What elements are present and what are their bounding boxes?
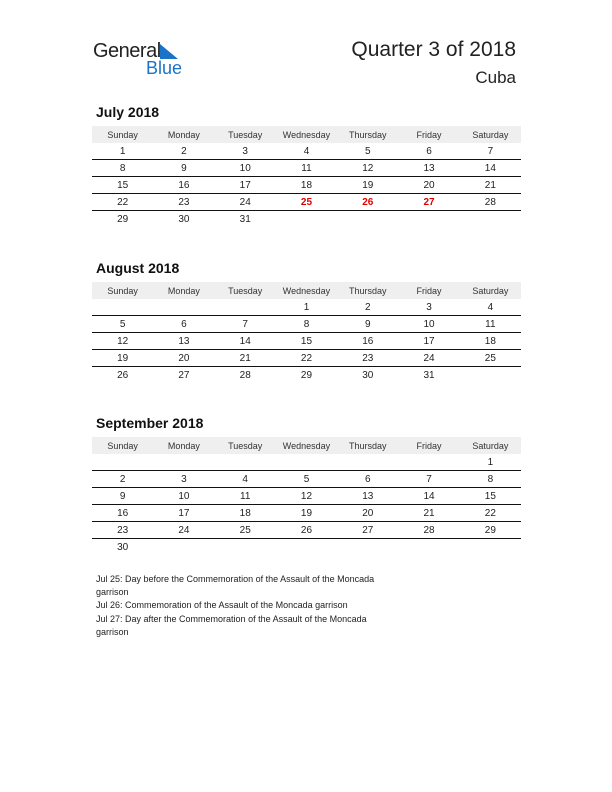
week-row (92, 471, 521, 488)
note: Jul 25: Day before the Commemoration of the Assault of the Moncada garrison (96, 574, 375, 598)
day-cell: 27 (337, 522, 398, 539)
month-title: August 2018 (96, 260, 180, 276)
weekday-header: Monday (153, 126, 214, 143)
weekday-header: Thursday (337, 282, 398, 299)
day-cell: 6 (398, 143, 459, 160)
day-cell: 17 (215, 177, 276, 194)
weekday-header: Monday (153, 282, 214, 299)
day-cell: 11 (276, 160, 337, 177)
day-cell: 5 (92, 316, 153, 333)
week-row (92, 211, 521, 228)
day-cell (215, 539, 276, 556)
calendar-table (92, 282, 521, 383)
day-cell: 3 (398, 299, 459, 316)
day-cell: 18 (460, 333, 521, 350)
day-cell: 27 (398, 194, 459, 211)
day-cell: 8 (460, 471, 521, 488)
weekday-header-row (92, 126, 521, 143)
week-row (92, 160, 521, 177)
week-row (92, 488, 521, 505)
day-cell: 8 (276, 316, 337, 333)
weekday-header: Sunday (92, 282, 153, 299)
day-cell: 18 (215, 505, 276, 522)
holiday-notes (96, 573, 396, 639)
day-cell: 27 (178, 369, 190, 381)
day-cell (92, 454, 153, 471)
weekday-header: Wednesday (276, 126, 337, 143)
day-cell: 2 (337, 299, 398, 316)
month-title: September 2018 (96, 415, 204, 431)
day-cell (215, 454, 276, 471)
day-cell: 17 (153, 505, 214, 522)
week-row (92, 505, 521, 522)
day-cell: 17 (398, 333, 459, 350)
day-cell: 13 (337, 488, 398, 505)
day-cell: 24 (398, 350, 459, 367)
weekday-header: Sunday (92, 437, 153, 454)
country-name: Cuba (475, 68, 516, 87)
day-cell: 25 (460, 350, 521, 367)
weekday-header: Friday (398, 126, 459, 143)
day-cell: 15 (92, 177, 153, 194)
day-cell: 7 (215, 316, 276, 333)
day-cell: 29 (117, 213, 129, 225)
week-row (92, 454, 521, 471)
day-cell: 23 (92, 522, 153, 539)
day-cell: 20 (337, 505, 398, 522)
day-cell: 2 (92, 471, 153, 488)
week-row (92, 539, 521, 556)
day-cell: 25 (215, 522, 276, 539)
week-row (92, 522, 521, 539)
day-cell (460, 211, 521, 228)
weekday-header: Friday (398, 282, 459, 299)
day-cell: 9 (92, 488, 153, 505)
weekday-header: Saturday (460, 126, 521, 143)
week-row (92, 177, 521, 194)
week-row (92, 350, 521, 367)
day-cell: 23 (337, 350, 398, 367)
day-cell: 6 (337, 471, 398, 488)
month-august (92, 260, 521, 383)
day-cell (398, 211, 459, 228)
day-cell: 20 (153, 350, 214, 367)
note: Jul 26: Commemoration of the Assault of the Moncada garrison (96, 600, 348, 611)
day-cell (276, 211, 337, 228)
day-cell (215, 299, 276, 316)
day-cell: 12 (337, 160, 398, 177)
day-cell (92, 299, 153, 316)
weekday-header: Tuesday (215, 126, 276, 143)
general-blue-logo (93, 40, 193, 80)
day-cell: 31 (423, 369, 435, 381)
day-cell: 31 (239, 213, 251, 225)
calendar-table (92, 126, 521, 227)
weekday-header: Thursday (337, 437, 398, 454)
day-cell: 1 (276, 299, 337, 316)
day-cell: 13 (398, 160, 459, 177)
day-cell: 14 (460, 160, 521, 177)
day-cell (460, 367, 521, 384)
day-cell: 13 (153, 333, 214, 350)
day-cell: 29 (460, 522, 521, 539)
month-september (92, 415, 521, 555)
day-cell: 22 (276, 350, 337, 367)
day-cell (337, 454, 398, 471)
day-cell: 18 (276, 177, 337, 194)
weekday-header: Wednesday (276, 282, 337, 299)
weekday-header: Saturday (460, 437, 521, 454)
day-cell: 25 (276, 194, 337, 211)
day-cell: 15 (276, 333, 337, 350)
day-cell: 3 (215, 143, 276, 160)
day-cell: 2 (153, 143, 214, 160)
page-title: Quarter 3 of 2018 (351, 38, 516, 61)
day-cell (276, 539, 337, 556)
day-cell: 10 (215, 160, 276, 177)
day-cell: 6 (153, 316, 214, 333)
day-cell: 21 (215, 350, 276, 367)
day-cell: 28 (460, 194, 521, 211)
day-cell (153, 454, 214, 471)
day-cell: 19 (276, 505, 337, 522)
note: Jul 27: Day after the Commemoration of the Assault of the Moncada garrison (96, 613, 367, 637)
day-cell: 14 (398, 488, 459, 505)
weekday-header: Tuesday (215, 282, 276, 299)
logo-general-text: General (93, 40, 161, 62)
day-cell: 19 (92, 350, 153, 367)
day-cell: 20 (398, 177, 459, 194)
day-cell: 11 (460, 316, 521, 333)
day-cell: 16 (337, 333, 398, 350)
day-cell: 8 (92, 160, 153, 177)
day-cell: 3 (153, 471, 214, 488)
day-cell: 7 (460, 143, 521, 160)
day-cell: 12 (276, 488, 337, 505)
weekday-header-row (92, 437, 521, 454)
logo-triangle-icon (160, 44, 178, 59)
weekday-header-row (92, 282, 521, 299)
day-cell: 26 (276, 522, 337, 539)
day-cell: 5 (276, 471, 337, 488)
week-row (92, 299, 521, 316)
day-cell: 9 (337, 316, 398, 333)
day-cell: 23 (153, 194, 214, 211)
day-cell: 24 (215, 194, 276, 211)
day-cell: 12 (92, 333, 153, 350)
day-cell: 10 (153, 488, 214, 505)
day-cell: 26 (117, 369, 129, 381)
day-cell (460, 539, 521, 556)
day-cell: 15 (460, 488, 521, 505)
day-cell (276, 454, 337, 471)
week-row (92, 316, 521, 333)
day-cell: 9 (153, 160, 214, 177)
day-cell: 28 (398, 522, 459, 539)
weekday-header: Monday (153, 437, 214, 454)
month-title: July 2018 (96, 104, 160, 120)
weekday-header: Thursday (337, 126, 398, 143)
week-row (92, 194, 521, 211)
day-cell (153, 299, 214, 316)
week-row (92, 333, 521, 350)
day-cell (398, 539, 459, 556)
day-cell: 30 (362, 369, 374, 381)
logo-blue-text: Blue (146, 58, 183, 78)
day-cell: 22 (460, 505, 521, 522)
weekday-header: Friday (398, 437, 459, 454)
day-cell: 26 (337, 194, 398, 211)
month-july (92, 104, 521, 227)
week-row (92, 367, 521, 384)
day-cell: 21 (398, 505, 459, 522)
day-cell: 16 (92, 505, 153, 522)
weekday-header: Tuesday (215, 437, 276, 454)
day-cell: 4 (276, 143, 337, 160)
day-cell: 1 (92, 143, 153, 160)
day-cell: 24 (153, 522, 214, 539)
day-cell (398, 454, 459, 471)
week-row (92, 143, 521, 160)
day-cell: 30 (117, 541, 129, 553)
day-cell (337, 211, 398, 228)
day-cell: 5 (337, 143, 398, 160)
day-cell: 1 (460, 454, 521, 471)
weekday-header: Saturday (460, 282, 521, 299)
day-cell: 30 (178, 213, 190, 225)
weekday-header: Wednesday (276, 437, 337, 454)
day-cell: 21 (460, 177, 521, 194)
day-cell: 11 (215, 488, 276, 505)
day-cell: 28 (239, 369, 251, 381)
calendar-table (92, 437, 521, 555)
day-cell: 19 (337, 177, 398, 194)
day-cell: 4 (460, 299, 521, 316)
day-cell: 22 (92, 194, 153, 211)
day-cell: 4 (215, 471, 276, 488)
day-cell (337, 539, 398, 556)
day-cell: 16 (153, 177, 214, 194)
day-cell: 7 (398, 471, 459, 488)
day-cell: 10 (398, 316, 459, 333)
day-cell: 14 (215, 333, 276, 350)
day-cell (153, 539, 214, 556)
day-cell: 29 (300, 369, 313, 381)
weekday-header: Sunday (92, 126, 153, 143)
